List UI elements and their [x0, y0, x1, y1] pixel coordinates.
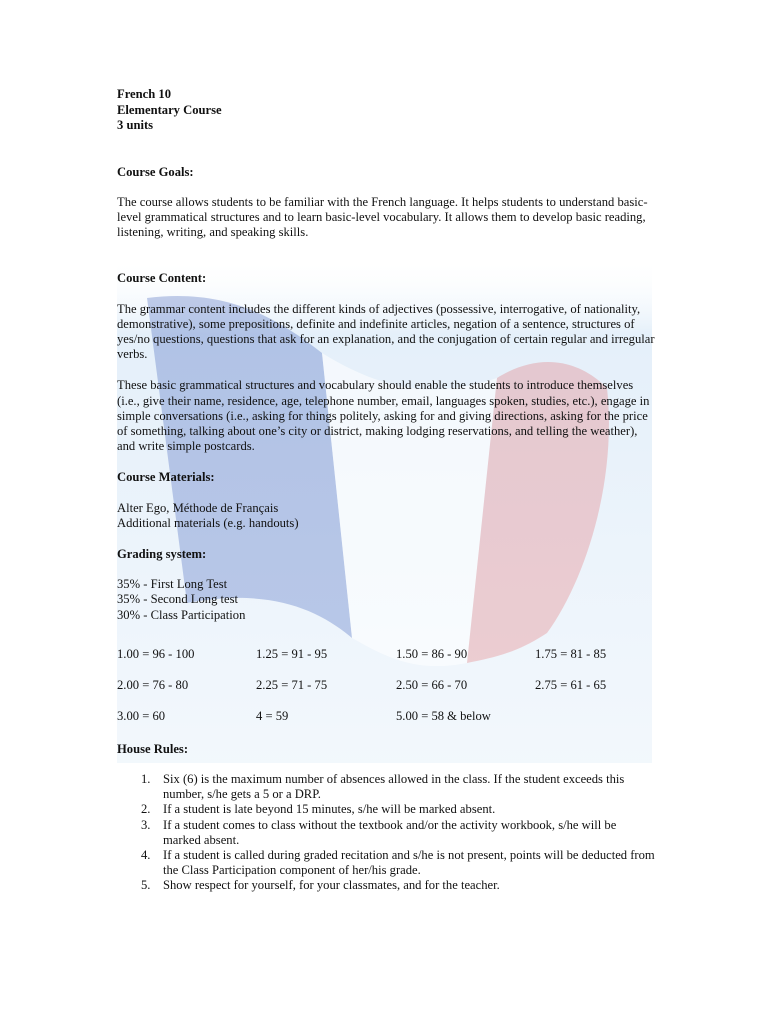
list-item	[117, 818, 657, 848]
grade-scale-entry: 5.00 = 58 & below	[396, 708, 491, 723]
list-text: Six (6) is the maximum number of absences allowed in the class. If the student exceeds this number, s/he gets a 5 or a DRP.	[163, 771, 625, 802]
content-paragraph-1: The grammar content includes the different kinds of adjectives (possessive, interrogative, of nationality, demonstrative), some prepositions, definite and indefinite articles, negation of a sentence, structures of yes/no questions, questions that ask for an explanation, and the conjugation of certain regular and irregular verbs.	[117, 301, 655, 362]
grade-scale-entry: 1.50 = 86 - 90	[396, 646, 468, 661]
grading-component: 35% - First Long Test	[117, 577, 228, 592]
goals-title: Course Goals:	[117, 164, 194, 179]
document-page	[117, 87, 657, 894]
grade-scale-entry: 1.25 = 91 - 95	[256, 646, 328, 661]
materials-item: Alter Ego, Méthode de Français	[117, 500, 279, 515]
list-text: If a student is late beyond 15 minutes, s/he will be marked absent.	[163, 802, 496, 817]
course-level: Elementary Course	[117, 102, 222, 117]
list-item	[117, 878, 657, 893]
grade-scale-entry: 1.00 = 96 - 100	[117, 646, 195, 661]
grade-scale-entry: 2.50 = 66 - 70	[396, 677, 468, 692]
rules-list	[117, 772, 657, 894]
grade-scale-entry: 2.25 = 71 - 75	[256, 677, 328, 692]
grade-scale-entry: 3.00 = 60	[117, 708, 166, 723]
list-item	[117, 802, 657, 817]
course-units: 3 units	[117, 118, 154, 132]
list-item	[117, 848, 657, 878]
grade-scale-entry: 2.00 = 76 - 80	[117, 677, 189, 692]
content-paragraph-2: These basic grammatical structures and vocabulary should enable the students to introduce themselves (i.e., give their name, residence, age, telephone number, email, languages spoken, studies, etc.), engage in simple conversations (i.e., asking for things politely, asking for and giving directions, asking for the price of something, talking about one’s city or district, making lodging reservations, and telling the weather), and write simple postcards.	[117, 378, 650, 454]
list-text: Show respect for yourself, for your classmates, and for the teacher.	[163, 878, 500, 893]
list-number: 2.	[141, 802, 151, 817]
list-number: 5.	[141, 878, 151, 893]
list-number: 4.	[141, 847, 151, 862]
grade-scale-entry: 2.75 = 61 - 65	[535, 677, 607, 692]
grading-component: 30% - Class Participation	[117, 607, 246, 622]
course-title: French 10	[117, 87, 171, 101]
grading-title: Grading system:	[117, 546, 207, 561]
grade-scale-entry: 4 = 59	[256, 708, 289, 723]
grade-scale-entry: 1.75 = 81 - 85	[535, 646, 607, 661]
rules-title: House Rules:	[117, 741, 189, 756]
grading-component: 35% - Second Long test	[117, 592, 239, 607]
course-header	[117, 87, 657, 134]
list-number: 3.	[141, 817, 151, 832]
list-item	[117, 772, 657, 802]
list-number: 1.	[141, 771, 151, 786]
materials-item: Additional materials (e.g. handouts)	[117, 515, 299, 530]
content-title: Course Content:	[117, 271, 207, 286]
goals-text: The course allows students to be familiar with the French language. It helps students to understand basic-level grammatical structures and to learn basic-level vocabulary. It allows them to develop basic reading, listening, writing, and speaking skills.	[117, 194, 648, 240]
list-text: If a student comes to class without the textbook and/or the activity workbook, s/he will be marked absent.	[163, 817, 617, 847]
grade-scale	[117, 647, 657, 739]
list-text: If a student is called during graded recitation and s/he is not present, points will be deducted from the Class Participation component of her/his grade.	[163, 847, 655, 878]
materials-title: Course Materials:	[117, 470, 215, 485]
